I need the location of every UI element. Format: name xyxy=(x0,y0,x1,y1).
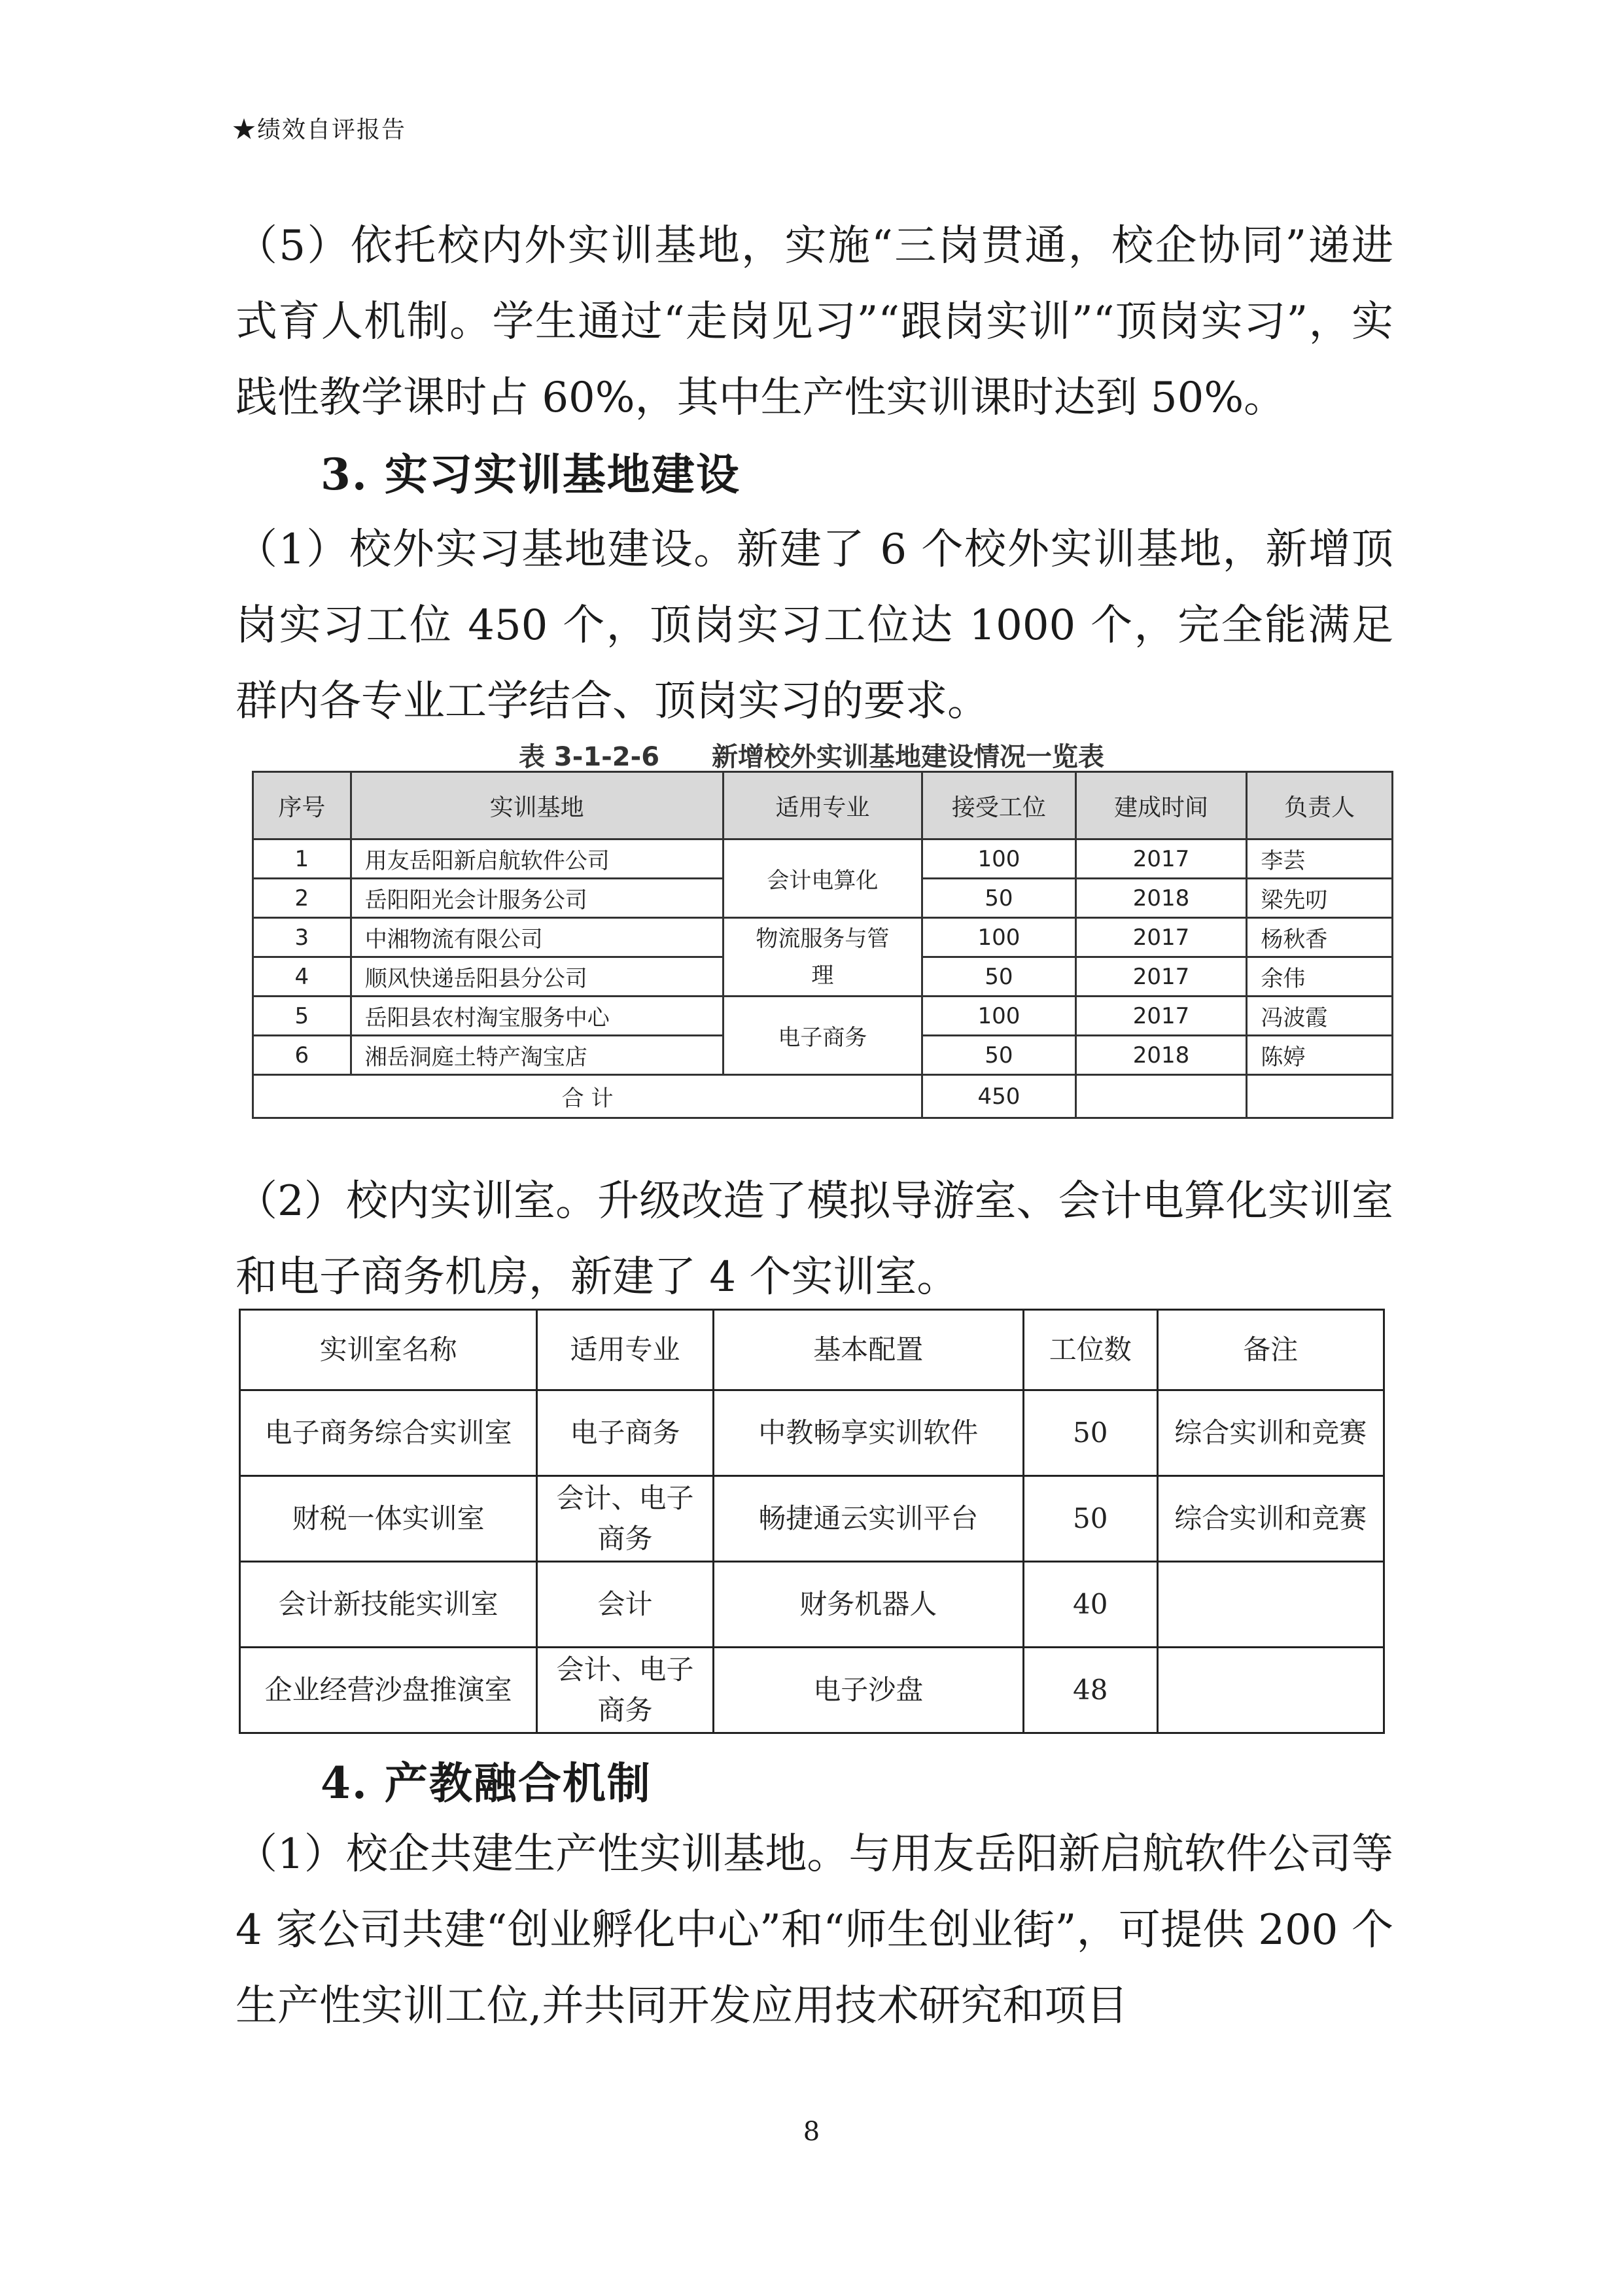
table-cell: 顺风快递岳阳县分公司 xyxy=(351,957,723,997)
table-cell: 中教畅享实训软件 xyxy=(713,1390,1023,1476)
table-cell: 会计、电子商务 xyxy=(537,1648,714,1733)
table1-total-row xyxy=(253,1075,1393,1118)
table-cell: 电子沙盘 xyxy=(713,1648,1023,1733)
table-cell: 湘岳洞庭土特产淘宝店 xyxy=(351,1036,723,1075)
section-3-title: 3. 实习实训基地建设 xyxy=(321,449,741,500)
table-cell: 2018 xyxy=(1075,1036,1247,1075)
table-cell: 48 xyxy=(1023,1648,1157,1733)
table2-header-cell: 实训室名称 xyxy=(240,1310,537,1390)
table-cell: 余伟 xyxy=(1247,957,1393,997)
table1-total-value: 450 xyxy=(922,1075,1076,1118)
table-cell: 6 xyxy=(253,1036,351,1075)
table-row xyxy=(253,839,1393,879)
table-cell: 4 xyxy=(253,957,351,997)
table-cell-major: 电子商务 xyxy=(723,997,922,1075)
table-cell: 冯波霞 xyxy=(1247,997,1393,1036)
table1-header-cell: 建成时间 xyxy=(1075,772,1247,839)
table-cell: 岳阳县农村淘宝服务中心 xyxy=(351,997,723,1036)
paragraph-internal-rooms: （2）校内实训室。升级改造了模拟导游室、会计电算化实训室和电子商务机房，新建了 4 个实训室。 xyxy=(236,1177,1393,1301)
table-cell: 综合实训和竞赛 xyxy=(1157,1390,1384,1476)
table2-header-cell: 备注 xyxy=(1157,1310,1384,1390)
page-number: 8 xyxy=(803,2117,820,2147)
table-cell: 中湘物流有限公司 xyxy=(351,918,723,957)
table-row xyxy=(253,997,1393,1036)
table-cell: 50 xyxy=(1023,1476,1157,1562)
table-cell: 岳阳阳光会计服务公司 xyxy=(351,879,723,918)
table-row xyxy=(240,1390,1384,1476)
table-cell: 财务机器人 xyxy=(713,1562,1023,1648)
table-cell: 梁先叨 xyxy=(1247,879,1393,918)
table-cell: 2017 xyxy=(1075,957,1247,997)
external-bases-table xyxy=(252,771,1393,1119)
table-cell: 2017 xyxy=(1075,918,1247,957)
table-row xyxy=(240,1562,1384,1648)
table1-header-cell: 负责人 xyxy=(1247,772,1393,839)
table-cell: 会计、电子商务 xyxy=(537,1476,714,1562)
table2-header-cell: 基本配置 xyxy=(713,1310,1023,1390)
table-cell: 100 xyxy=(922,997,1076,1036)
table-cell: 1 xyxy=(253,839,351,879)
table-cell: 5 xyxy=(253,997,351,1036)
paragraph-production-bases: （1）校企共建生产性实训基地。与用友岳阳新启航软件公司等 4 家公司共建“创业孵化中心”和“师生创业街”，可提供 200 个生产性实训工位,并共同开发应用技术研究和项目 xyxy=(236,1830,1393,2030)
table-cell: 综合实训和竞赛 xyxy=(1157,1476,1384,1562)
internal-rooms-table xyxy=(239,1309,1385,1734)
table-cell xyxy=(1075,1075,1247,1118)
table2-header-cell: 工位数 xyxy=(1023,1310,1157,1390)
section-4-title: 4. 产教融合机制 xyxy=(321,1757,652,1809)
table-cell: 100 xyxy=(922,839,1076,879)
table-cell: 50 xyxy=(922,957,1076,997)
table-cell-major: 会计电算化 xyxy=(723,839,922,918)
table2-header-row xyxy=(240,1310,1384,1390)
table-cell: 2018 xyxy=(1075,879,1247,918)
table-cell xyxy=(1157,1562,1384,1648)
paragraph-external-bases: （1）校外实习基地建设。新建了 6 个校外实训基地，新增顶岗实习工位 450 个，顶岗实习工位达 1000 个，完全能满足群内各专业工学结合、顶岗实习的要求。 xyxy=(236,525,1393,726)
table1-total-label: 合 计 xyxy=(253,1075,922,1118)
table1-header-cell: 接受工位 xyxy=(922,772,1076,839)
table-cell: 50 xyxy=(922,879,1076,918)
table1-header-cell: 适用专业 xyxy=(723,772,922,839)
table-cell: 50 xyxy=(1023,1390,1157,1476)
table-cell: 企业经营沙盘推演室 xyxy=(240,1648,537,1733)
table-cell: 财税一体实训室 xyxy=(240,1476,537,1562)
table-cell: 电子商务综合实训室 xyxy=(240,1390,537,1476)
table-cell: 2 xyxy=(253,879,351,918)
table-cell: 2017 xyxy=(1075,839,1247,879)
table-cell: 李芸 xyxy=(1247,839,1393,879)
table-row xyxy=(253,918,1393,957)
table-row xyxy=(240,1648,1384,1733)
table-row xyxy=(240,1476,1384,1562)
table-cell xyxy=(1247,1075,1393,1118)
table-cell: 3 xyxy=(253,918,351,957)
table-cell: 2017 xyxy=(1075,997,1247,1036)
paragraph-practice-mechanism: （5）依托校内外实训基地，实施“三岗贯通，校企协同”递进式育人机制。学生通过“走岗见习”“跟岗实训”“顶岗实习”，实践性教学课时占 60%，其中生产性实训课时达到 50%。 xyxy=(236,222,1393,422)
table-cell: 会计 xyxy=(537,1562,714,1648)
table-cell: 电子商务 xyxy=(537,1390,714,1476)
table1-header-row xyxy=(253,772,1393,839)
table-cell: 40 xyxy=(1023,1562,1157,1648)
table-cell xyxy=(1157,1648,1384,1733)
table-cell: 会计新技能实训室 xyxy=(240,1562,537,1648)
table-cell: 50 xyxy=(922,1036,1076,1075)
table1-caption: 表 3-1-2-6 新增校外实训基地建设情况一览表 xyxy=(518,742,1105,772)
table-cell: 用友岳阳新启航软件公司 xyxy=(351,839,723,879)
table-cell: 陈婷 xyxy=(1247,1036,1393,1075)
table1-header-cell: 序号 xyxy=(253,772,351,839)
table2-header-cell: 适用专业 xyxy=(537,1310,714,1390)
table-cell-major: 物流服务与管理 xyxy=(723,918,922,997)
report-header: ★绩效自评报告 xyxy=(232,116,407,143)
table1-header-cell: 实训基地 xyxy=(351,772,723,839)
table-cell: 100 xyxy=(922,918,1076,957)
table-cell: 畅捷通云实训平台 xyxy=(713,1476,1023,1562)
table-cell: 杨秋香 xyxy=(1247,918,1393,957)
